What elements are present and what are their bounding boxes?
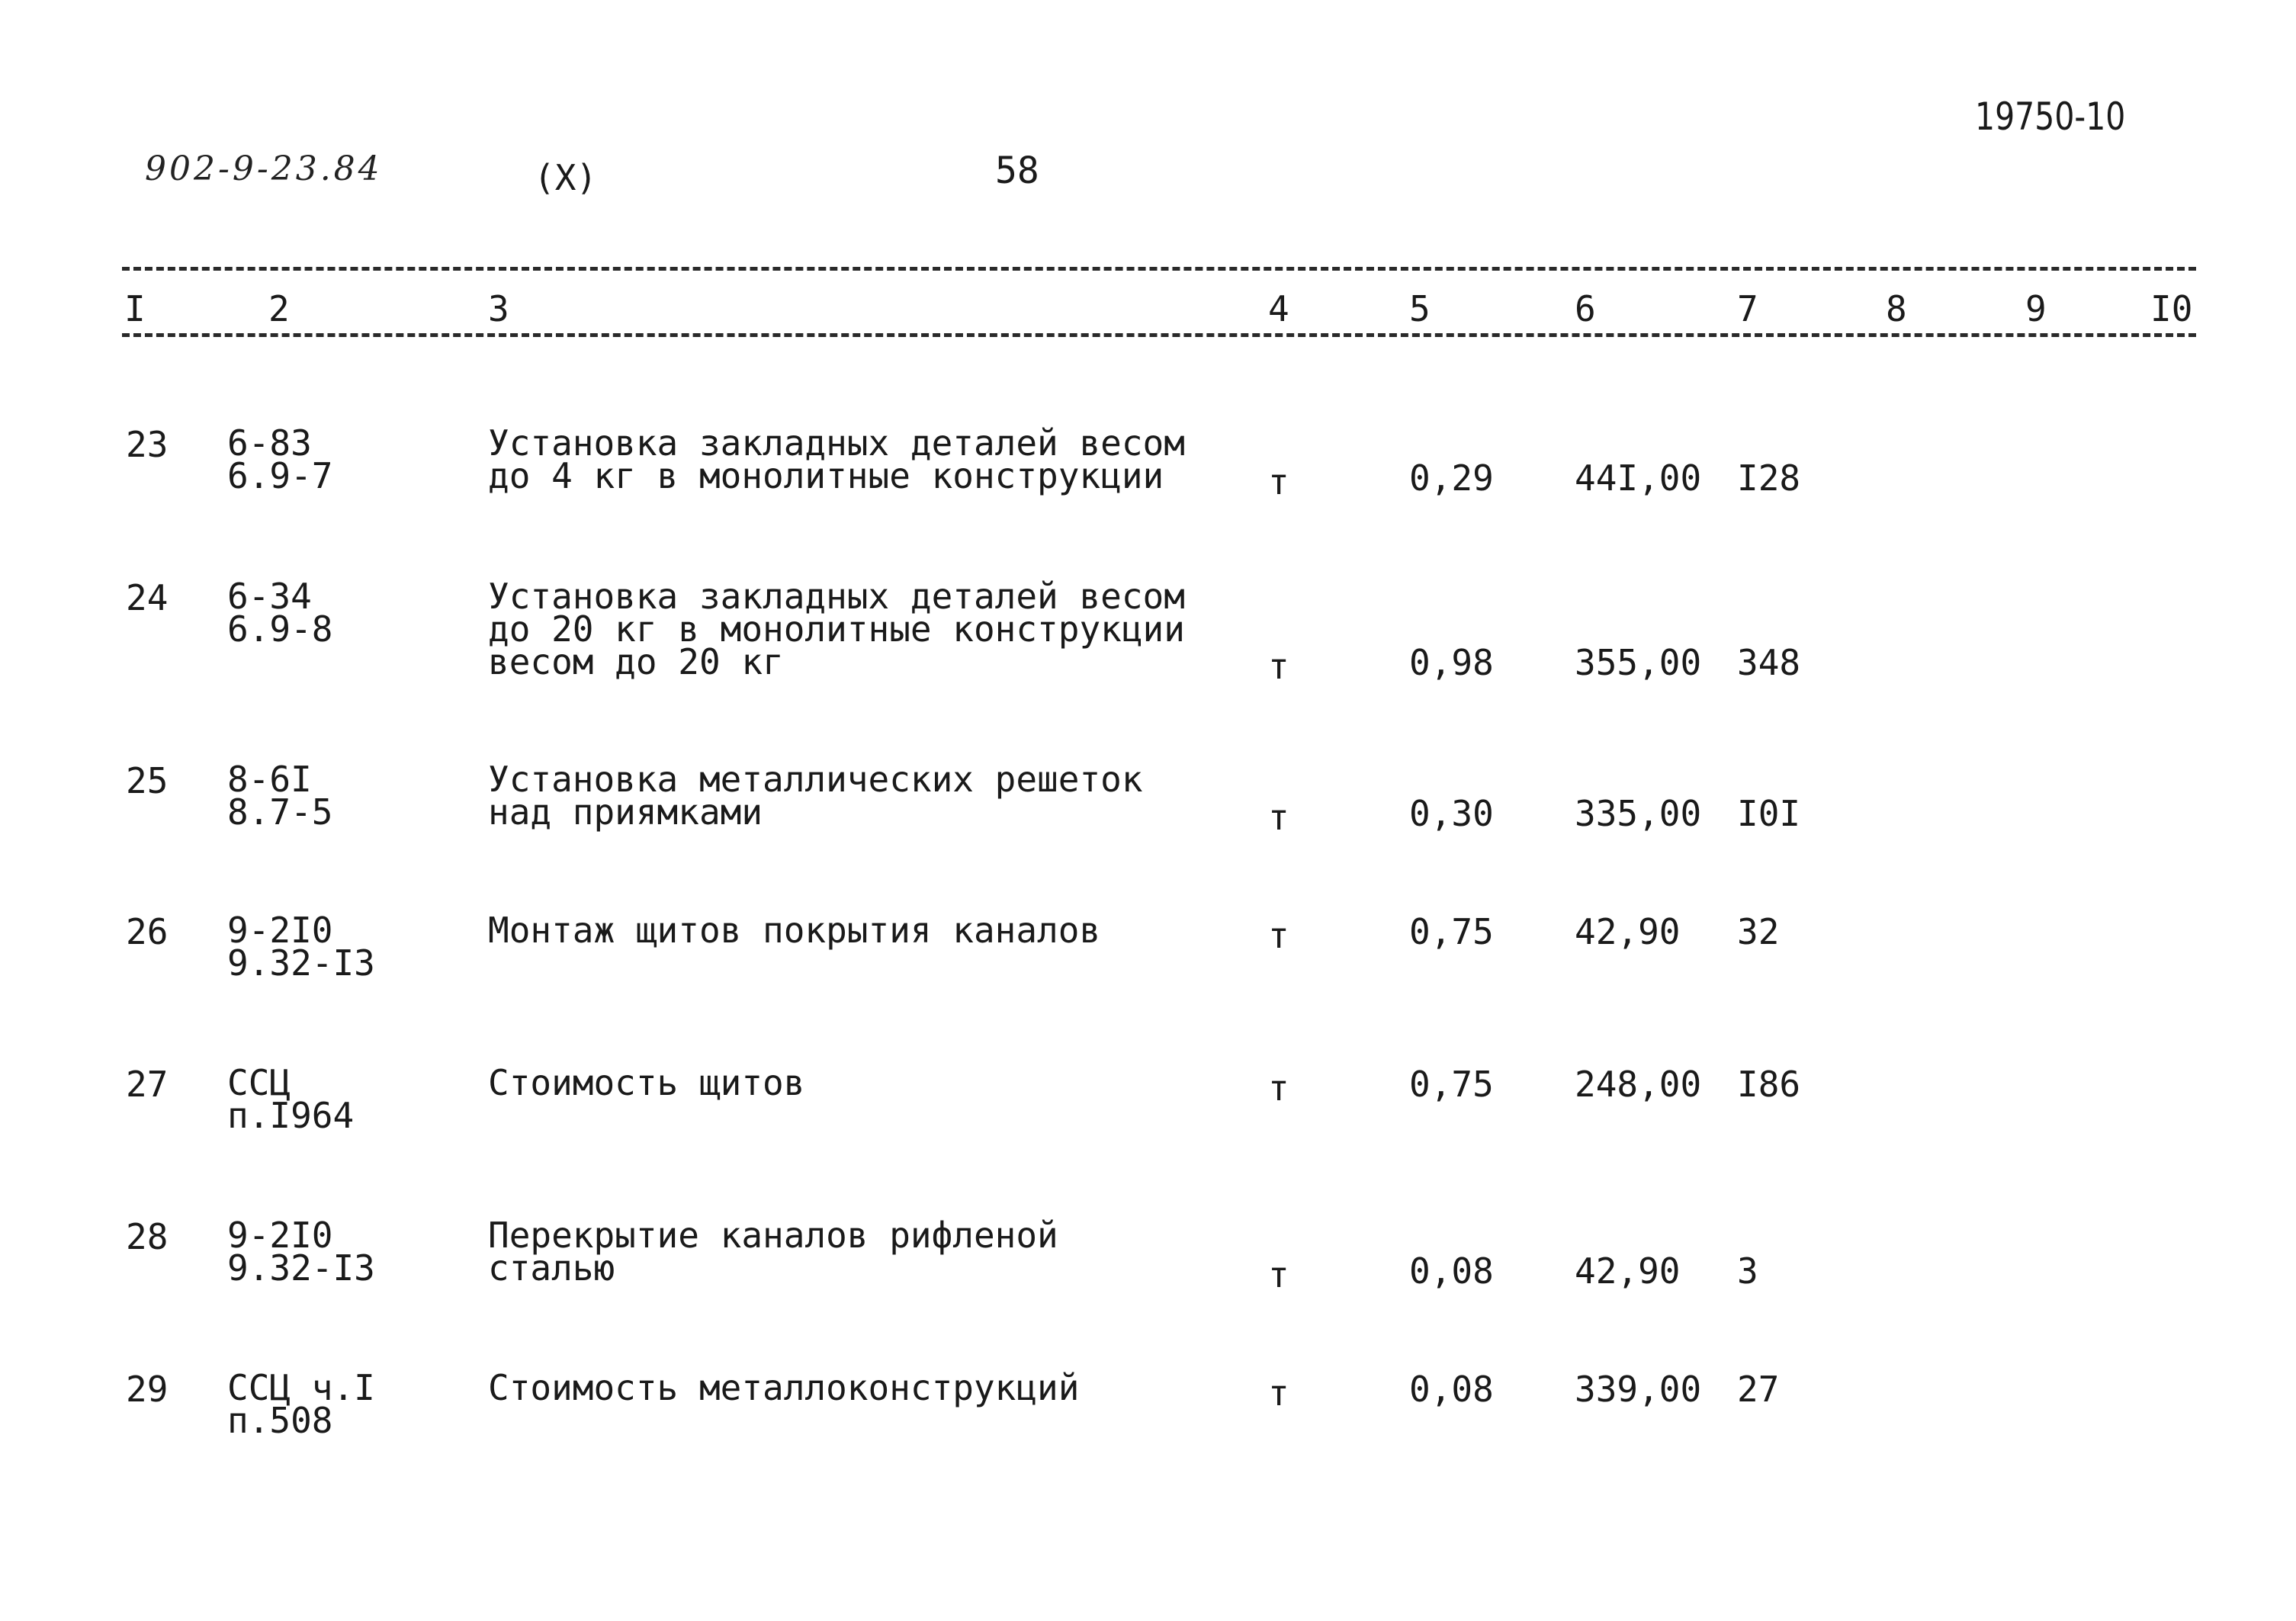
work-description: Монтаж щитов покрытия каналов (488, 910, 1101, 951)
row-number: 23 (126, 424, 169, 465)
unit: т (1268, 1254, 1289, 1295)
work-description: Установка металлических решеток над приямками (488, 759, 1143, 833)
column-number-9: 9 (2025, 288, 2047, 329)
document-code: 902-9-23.84 (145, 149, 383, 188)
column-number-7: 7 (1737, 288, 1758, 329)
column-number-6: 6 (1575, 288, 1596, 329)
rate-code: ССЦ ч.I п.508 (227, 1367, 375, 1441)
column-number-2: 2 (268, 288, 290, 329)
work-description: Стоимость щитов (488, 1062, 805, 1103)
unit: т (1268, 797, 1289, 838)
quantity: 0,75 (1409, 1064, 1494, 1105)
quantity: 0,08 (1409, 1250, 1494, 1292)
quantity: 0,29 (1409, 457, 1494, 499)
unit: т (1268, 1372, 1289, 1414)
header-top-divider (122, 267, 2196, 271)
unit-price: 248,00 (1575, 1064, 1702, 1105)
row-number: 28 (126, 1216, 169, 1257)
total-cost: I86 (1737, 1064, 1801, 1105)
column-number-3: 3 (488, 288, 509, 329)
column-number-8: 8 (1886, 288, 1907, 329)
unit: т (1268, 461, 1289, 502)
column-number-5: 5 (1409, 288, 1431, 329)
total-cost: 32 (1737, 911, 1780, 952)
column-number-4: 4 (1268, 288, 1289, 329)
quantity: 0,98 (1409, 642, 1494, 683)
rate-code: ССЦ п.I964 (227, 1062, 355, 1136)
row-number: 29 (126, 1369, 169, 1410)
unit: т (1268, 1067, 1289, 1109)
page-number: 58 (995, 149, 1039, 192)
unit: т (1268, 646, 1289, 687)
total-cost: I28 (1737, 457, 1801, 499)
column-number-1: I (124, 288, 146, 329)
quantity: 0,75 (1409, 911, 1494, 952)
unit-price: 335,00 (1575, 793, 1702, 834)
rate-code: 9-2I0 9.32-I3 (227, 1215, 375, 1289)
rate-code: 9-2I0 9.32-I3 (227, 910, 375, 984)
archive-number: 19750-10 (1975, 95, 2126, 139)
unit-price: 355,00 (1575, 642, 1702, 683)
row-number: 27 (126, 1064, 169, 1105)
rate-code: 8-6I 8.7-5 (227, 759, 333, 833)
document-mark: (X) (534, 157, 598, 198)
header-bottom-divider (122, 333, 2196, 337)
total-cost: 3 (1737, 1250, 1758, 1292)
row-number: 24 (126, 577, 169, 618)
row-number: 25 (126, 760, 169, 801)
unit-price: 42,90 (1575, 911, 1681, 952)
quantity: 0,30 (1409, 793, 1494, 834)
work-description: Стоимость металлоконструкций (488, 1367, 1080, 1408)
unit-price: 339,00 (1575, 1369, 1702, 1410)
work-description: Установка закладных деталей весом до 20 кг в монолитные конструкции весом до 20 кг (488, 576, 1185, 682)
unit-price: 42,90 (1575, 1250, 1681, 1292)
row-number: 26 (126, 911, 169, 952)
work-description: Перекрытие каналов рифленой сталью (488, 1215, 1058, 1289)
total-cost: 348 (1737, 642, 1801, 683)
unit-price: 44I,00 (1575, 457, 1702, 499)
quantity: 0,08 (1409, 1369, 1494, 1410)
unit: т (1268, 915, 1289, 956)
rate-code: 6-83 6.9-7 (227, 422, 333, 496)
total-cost: I0I (1737, 793, 1801, 834)
total-cost: 27 (1737, 1369, 1780, 1410)
work-description: Установка закладных деталей весом до 4 кг в монолитные конструкции (488, 422, 1185, 496)
column-number-10: I0 (2150, 288, 2193, 329)
rate-code: 6-34 6.9-8 (227, 576, 333, 650)
